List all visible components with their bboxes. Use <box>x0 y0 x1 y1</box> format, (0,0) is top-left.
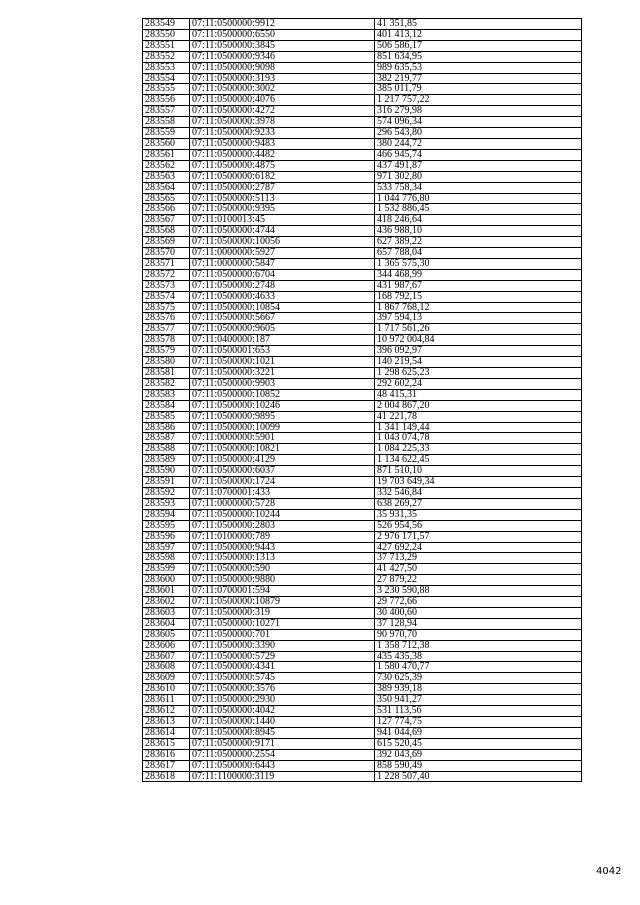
cadastral-number-cell: 07:11:0500000:10852 <box>190 389 375 400</box>
row-number-cell: 283608 <box>143 662 190 673</box>
row-number-cell: 283593 <box>143 498 190 509</box>
value-cell: 396 092,97 <box>375 346 582 357</box>
value-cell: 1 043 074,78 <box>375 433 582 444</box>
value-cell: 3 230 590,88 <box>375 586 582 597</box>
table-row <box>143 607 582 618</box>
table-row <box>143 84 582 95</box>
value-cell: 2 976 171,57 <box>375 531 582 542</box>
value-cell: 1 358 712,38 <box>375 640 582 651</box>
cadastral-number-cell: 07:11:0500000:3845 <box>190 40 375 51</box>
cadastral-number-cell: 07:11:0000000:5927 <box>190 248 375 259</box>
row-number-cell: 283610 <box>143 684 190 695</box>
row-number-cell: 283549 <box>143 19 190 30</box>
row-number-cell: 283572 <box>143 269 190 280</box>
cadastral-number-cell: 07:11:0500000:4129 <box>190 455 375 466</box>
table-row <box>143 215 582 226</box>
row-number-cell: 283575 <box>143 302 190 313</box>
table-row <box>143 717 582 728</box>
table-row <box>143 727 582 738</box>
table-row <box>143 237 582 248</box>
cadastral-number-cell: 07:11:0500000:3221 <box>190 368 375 379</box>
value-cell: 435 435,38 <box>375 651 582 662</box>
value-cell: 851 634,95 <box>375 51 582 62</box>
value-cell: 437 491,87 <box>375 160 582 171</box>
row-number-cell: 283606 <box>143 640 190 651</box>
table-row <box>143 280 582 291</box>
cadastral-number-cell: 07:11:0500000:2554 <box>190 749 375 760</box>
table-row <box>143 19 582 30</box>
table-row <box>143 433 582 444</box>
value-cell: 35 931,35 <box>375 509 582 520</box>
cadastral-number-cell: 07:11:0500000:1313 <box>190 553 375 564</box>
table-row <box>143 662 582 673</box>
table-row <box>143 193 582 204</box>
table-row <box>143 444 582 455</box>
row-number-cell: 283556 <box>143 95 190 106</box>
row-number-cell: 283594 <box>143 509 190 520</box>
table-row <box>143 324 582 335</box>
value-cell: 382 219,77 <box>375 73 582 84</box>
cadastral-number-cell: 07:11:0500000:10821 <box>190 444 375 455</box>
value-cell: 397 594,13 <box>375 313 582 324</box>
table-row <box>143 422 582 433</box>
row-number-cell: 283569 <box>143 237 190 248</box>
table-row <box>143 618 582 629</box>
row-number-cell: 283561 <box>143 149 190 160</box>
cadastral-number-cell: 07:11:0700001:433 <box>190 487 375 498</box>
row-number-cell: 283565 <box>143 193 190 204</box>
table-row <box>143 651 582 662</box>
cadastral-number-cell: 07:11:0500000:1724 <box>190 477 375 488</box>
value-cell: 140 219,54 <box>375 357 582 368</box>
cadastral-number-cell: 07:11:0500000:5745 <box>190 673 375 684</box>
row-number-cell: 283564 <box>143 182 190 193</box>
value-cell: 427 692,24 <box>375 542 582 553</box>
row-number-cell: 283567 <box>143 215 190 226</box>
page-number: 4042 <box>596 866 622 877</box>
cadastral-number-cell: 07:11:0500000:5113 <box>190 193 375 204</box>
value-cell: 332 546,84 <box>375 487 582 498</box>
row-number-cell: 283585 <box>143 411 190 422</box>
row-number-cell: 283604 <box>143 618 190 629</box>
row-number-cell: 283558 <box>143 117 190 128</box>
row-number-cell: 283596 <box>143 531 190 542</box>
row-number-cell: 283570 <box>143 248 190 259</box>
cadastral-number-cell: 07:11:0500000:590 <box>190 564 375 575</box>
cadastral-number-cell: 07:11:0500000:6550 <box>190 29 375 40</box>
table-row <box>143 749 582 760</box>
cadastral-number-cell: 07:11:0500000:9912 <box>190 19 375 30</box>
table-row <box>143 269 582 280</box>
table-row <box>143 531 582 542</box>
row-number-cell: 283562 <box>143 160 190 171</box>
cadastral-number-cell: 07:11:0500000:1440 <box>190 717 375 728</box>
table-row <box>143 597 582 608</box>
table-row <box>143 368 582 379</box>
row-number-cell: 283599 <box>143 564 190 575</box>
row-number-cell: 283615 <box>143 738 190 749</box>
table-row <box>143 695 582 706</box>
table-row <box>143 771 582 782</box>
row-number-cell: 283553 <box>143 62 190 73</box>
value-cell: 350 941,27 <box>375 695 582 706</box>
value-cell: 10 972 004,84 <box>375 335 582 346</box>
table-row <box>143 673 582 684</box>
row-number-cell: 283555 <box>143 84 190 95</box>
row-number-cell: 283587 <box>143 433 190 444</box>
cadastral-number-cell: 07:11:0500000:10244 <box>190 509 375 520</box>
row-number-cell: 283580 <box>143 357 190 368</box>
value-cell: 1 084 225,33 <box>375 444 582 455</box>
value-cell: 41 221,78 <box>375 411 582 422</box>
value-cell: 431 987,67 <box>375 280 582 291</box>
table-row <box>143 760 582 771</box>
row-number-cell: 283591 <box>143 477 190 488</box>
row-number-cell: 283588 <box>143 444 190 455</box>
cadastral-number-cell: 07:11:0500000:6037 <box>190 466 375 477</box>
table-row <box>143 487 582 498</box>
value-cell: 90 970,70 <box>375 629 582 640</box>
value-cell: 389 939,18 <box>375 684 582 695</box>
table-row <box>143 378 582 389</box>
table-row <box>143 248 582 259</box>
cadastral-number-cell: 07:11:0500000:9903 <box>190 378 375 389</box>
value-cell: 506 586,17 <box>375 40 582 51</box>
value-cell: 657 788,04 <box>375 248 582 259</box>
cadastral-number-cell: 07:11:0500000:3978 <box>190 117 375 128</box>
row-number-cell: 283563 <box>143 171 190 182</box>
value-cell: 418 246,64 <box>375 215 582 226</box>
cadastral-number-cell: 07:11:0500000:9233 <box>190 128 375 139</box>
row-number-cell: 283595 <box>143 520 190 531</box>
row-number-cell: 283612 <box>143 706 190 717</box>
table-row <box>143 117 582 128</box>
table-row <box>143 520 582 531</box>
row-number-cell: 283597 <box>143 542 190 553</box>
row-number-cell: 283584 <box>143 400 190 411</box>
value-cell: 19 703 649,34 <box>375 477 582 488</box>
value-cell: 1 298 625,23 <box>375 368 582 379</box>
cadastral-number-cell: 07:11:0500000:5729 <box>190 651 375 662</box>
value-cell: 871 510,10 <box>375 466 582 477</box>
cadastral-number-cell: 07:11:0500000:6704 <box>190 269 375 280</box>
value-cell: 296 543,80 <box>375 128 582 139</box>
row-number-cell: 283568 <box>143 226 190 237</box>
data-table <box>142 18 582 782</box>
row-number-cell: 283602 <box>143 597 190 608</box>
cadastral-number-cell: 07:11:0100000:789 <box>190 531 375 542</box>
table-row <box>143 640 582 651</box>
cadastral-number-cell: 07:11:0500000:3193 <box>190 73 375 84</box>
row-number-cell: 283611 <box>143 695 190 706</box>
table-row <box>143 73 582 84</box>
cadastral-number-cell: 07:11:0500000:4076 <box>190 95 375 106</box>
cadastral-number-cell: 07:11:0500000:2748 <box>190 280 375 291</box>
value-cell: 1 134 622,45 <box>375 455 582 466</box>
value-cell: 2 004 867,20 <box>375 400 582 411</box>
value-cell: 37 128,94 <box>375 618 582 629</box>
value-cell: 615 520,45 <box>375 738 582 749</box>
cadastral-number-cell: 07:11:0500000:9171 <box>190 738 375 749</box>
cadastral-number-cell: 07:11:0500000:6182 <box>190 171 375 182</box>
value-cell: 1 228 507,40 <box>375 771 582 782</box>
value-cell: 41 351,85 <box>375 19 582 30</box>
table-row <box>143 226 582 237</box>
table-row <box>143 302 582 313</box>
value-cell: 436 988,10 <box>375 226 582 237</box>
cadastral-number-cell: 07:11:0500000:3390 <box>190 640 375 651</box>
cadastral-number-cell: 07:11:0000000:5847 <box>190 258 375 269</box>
value-cell: 574 096,34 <box>375 117 582 128</box>
value-cell: 941 044,69 <box>375 727 582 738</box>
cadastral-number-cell: 07:11:0500000:2787 <box>190 182 375 193</box>
row-number-cell: 283592 <box>143 487 190 498</box>
value-cell: 27 879,22 <box>375 575 582 586</box>
table-row <box>143 477 582 488</box>
row-number-cell: 283586 <box>143 422 190 433</box>
cadastral-number-cell: 07:11:0500000:10854 <box>190 302 375 313</box>
cadastral-number-cell: 07:11:0500000:4341 <box>190 662 375 673</box>
table-row <box>143 411 582 422</box>
table-body <box>143 19 582 782</box>
row-number-cell: 283601 <box>143 586 190 597</box>
cadastral-number-cell: 07:11:0500000:2930 <box>190 695 375 706</box>
cadastral-number-cell: 07:11:0500000:10246 <box>190 400 375 411</box>
cadastral-number-cell: 07:11:0500000:9443 <box>190 542 375 553</box>
row-number-cell: 283578 <box>143 335 190 346</box>
table-row <box>143 171 582 182</box>
cadastral-number-cell: 07:11:0500000:2803 <box>190 520 375 531</box>
cadastral-number-cell: 07:11:0500000:4633 <box>190 291 375 302</box>
table-row <box>143 160 582 171</box>
cadastral-number-cell: 07:11:0500000:4482 <box>190 149 375 160</box>
table-row <box>143 509 582 520</box>
table-row <box>143 553 582 564</box>
value-cell: 533 758,34 <box>375 182 582 193</box>
value-cell: 385 011,79 <box>375 84 582 95</box>
value-cell: 1 365 575,30 <box>375 258 582 269</box>
row-number-cell: 283617 <box>143 760 190 771</box>
table-row <box>143 95 582 106</box>
table-row <box>143 291 582 302</box>
table-row <box>143 335 582 346</box>
table-row <box>143 575 582 586</box>
value-cell: 531 113,56 <box>375 706 582 717</box>
table-row <box>143 62 582 73</box>
cadastral-number-cell: 07:11:0500000:10271 <box>190 618 375 629</box>
cadastral-number-cell: 07:11:0500000:4875 <box>190 160 375 171</box>
value-cell: 466 945,74 <box>375 149 582 160</box>
table-row <box>143 738 582 749</box>
cadastral-number-cell: 07:11:0500000:3576 <box>190 684 375 695</box>
value-cell: 1 341 149,44 <box>375 422 582 433</box>
cadastral-number-cell: 07:11:0500000:10879 <box>190 597 375 608</box>
cadastral-number-cell: 07:11:0500000:4272 <box>190 106 375 117</box>
table-row <box>143 40 582 51</box>
row-number-cell: 283581 <box>143 368 190 379</box>
value-cell: 392 043,69 <box>375 749 582 760</box>
row-number-cell: 283573 <box>143 280 190 291</box>
row-number-cell: 283590 <box>143 466 190 477</box>
table-row <box>143 128 582 139</box>
row-number-cell: 283566 <box>143 204 190 215</box>
value-cell: 29 772,66 <box>375 597 582 608</box>
value-cell: 344 468,99 <box>375 269 582 280</box>
cadastral-number-cell: 07:11:0000000:5728 <box>190 498 375 509</box>
row-number-cell: 283577 <box>143 324 190 335</box>
row-number-cell: 283571 <box>143 258 190 269</box>
cadastral-number-cell: 07:11:0500000:5667 <box>190 313 375 324</box>
cadastral-number-cell: 07:11:0000000:5901 <box>190 433 375 444</box>
table-row <box>143 182 582 193</box>
value-cell: 1 217 757,22 <box>375 95 582 106</box>
table-row <box>143 346 582 357</box>
cadastral-number-cell: 07:11:0500000:9895 <box>190 411 375 422</box>
value-cell: 380 244,72 <box>375 138 582 149</box>
value-cell: 971 302,80 <box>375 171 582 182</box>
row-number-cell: 283605 <box>143 629 190 640</box>
table-row <box>143 313 582 324</box>
value-cell: 292 602,24 <box>375 378 582 389</box>
table-row <box>143 564 582 575</box>
value-cell: 526 954,56 <box>375 520 582 531</box>
cadastral-number-cell: 07:11:0700001:594 <box>190 586 375 597</box>
row-number-cell: 283557 <box>143 106 190 117</box>
table-row <box>143 357 582 368</box>
row-number-cell: 283554 <box>143 73 190 84</box>
cadastral-number-cell: 07:11:0500000:8945 <box>190 727 375 738</box>
value-cell: 989 635,53 <box>375 62 582 73</box>
row-number-cell: 283589 <box>143 455 190 466</box>
cadastral-number-cell: 07:11:0500000:4042 <box>190 706 375 717</box>
row-number-cell: 283576 <box>143 313 190 324</box>
cadastral-number-cell: 07:11:0500000:10099 <box>190 422 375 433</box>
value-cell: 1 044 776,80 <box>375 193 582 204</box>
table-row <box>143 706 582 717</box>
cadastral-number-cell: 07:11:0500000:701 <box>190 629 375 640</box>
value-cell: 730 625,39 <box>375 673 582 684</box>
value-cell: 1 717 561,26 <box>375 324 582 335</box>
value-cell: 41 427,50 <box>375 564 582 575</box>
table-row <box>143 51 582 62</box>
row-number-cell: 283618 <box>143 771 190 782</box>
table-row <box>143 629 582 640</box>
table-row <box>143 498 582 509</box>
value-cell: 1 867 768,12 <box>375 302 582 313</box>
cadastral-number-cell: 07:11:0500001:653 <box>190 346 375 357</box>
row-number-cell: 283579 <box>143 346 190 357</box>
row-number-cell: 283598 <box>143 553 190 564</box>
row-number-cell: 283600 <box>143 575 190 586</box>
cadastral-number-cell: 07:11:0500000:9098 <box>190 62 375 73</box>
row-number-cell: 283559 <box>143 128 190 139</box>
row-number-cell: 283552 <box>143 51 190 62</box>
row-number-cell: 283614 <box>143 727 190 738</box>
row-number-cell: 283607 <box>143 651 190 662</box>
cadastral-number-cell: 07:11:0500000:9483 <box>190 138 375 149</box>
cadastral-number-cell: 07:11:0500000:10056 <box>190 237 375 248</box>
cadastral-number-cell: 07:11:0500000:3002 <box>190 84 375 95</box>
row-number-cell: 283582 <box>143 378 190 389</box>
table-row <box>143 258 582 269</box>
table-row <box>143 138 582 149</box>
cadastral-number-cell: 07:11:0500000:1021 <box>190 357 375 368</box>
row-number-cell: 283603 <box>143 607 190 618</box>
table-row <box>143 542 582 553</box>
value-cell: 48 415,31 <box>375 389 582 400</box>
value-cell: 401 413,12 <box>375 29 582 40</box>
table-row <box>143 389 582 400</box>
value-cell: 1 580 470,77 <box>375 662 582 673</box>
value-cell: 638 269,27 <box>375 498 582 509</box>
row-number-cell: 283560 <box>143 138 190 149</box>
value-cell: 30 400,60 <box>375 607 582 618</box>
cadastral-number-cell: 07:11:0500000:6443 <box>190 760 375 771</box>
row-number-cell: 283583 <box>143 389 190 400</box>
value-cell: 858 590,49 <box>375 760 582 771</box>
value-cell: 627 389,22 <box>375 237 582 248</box>
cadastral-number-cell: 07:11:0500000:4744 <box>190 226 375 237</box>
value-cell: 1 532 886,45 <box>375 204 582 215</box>
table-row <box>143 455 582 466</box>
cadastral-number-cell: 07:11:0500000:319 <box>190 607 375 618</box>
cadastral-number-cell: 07:11:0500000:9605 <box>190 324 375 335</box>
row-number-cell: 283616 <box>143 749 190 760</box>
cadastral-number-cell: 07:11:1100000:3119 <box>190 771 375 782</box>
cadastral-number-cell: 07:11:0500000:9880 <box>190 575 375 586</box>
row-number-cell: 283609 <box>143 673 190 684</box>
cadastral-number-cell: 07:11:0500000:9395 <box>190 204 375 215</box>
value-cell: 316 279,98 <box>375 106 582 117</box>
table-row <box>143 29 582 40</box>
table-row <box>143 684 582 695</box>
table-row <box>143 586 582 597</box>
value-cell: 37 713,29 <box>375 553 582 564</box>
row-number-cell: 283551 <box>143 40 190 51</box>
table-row <box>143 400 582 411</box>
table-row <box>143 149 582 160</box>
cadastral-number-cell: 07:11:0100013:45 <box>190 215 375 226</box>
row-number-cell: 283574 <box>143 291 190 302</box>
row-number-cell: 283550 <box>143 29 190 40</box>
row-number-cell: 283613 <box>143 717 190 728</box>
table-row <box>143 466 582 477</box>
table-row <box>143 204 582 215</box>
table-row <box>143 106 582 117</box>
cadastral-number-cell: 07:11:0400000:187 <box>190 335 375 346</box>
cadastral-number-cell: 07:11:0500000:9346 <box>190 51 375 62</box>
value-cell: 168 792,15 <box>375 291 582 302</box>
value-cell: 127 774,75 <box>375 717 582 728</box>
